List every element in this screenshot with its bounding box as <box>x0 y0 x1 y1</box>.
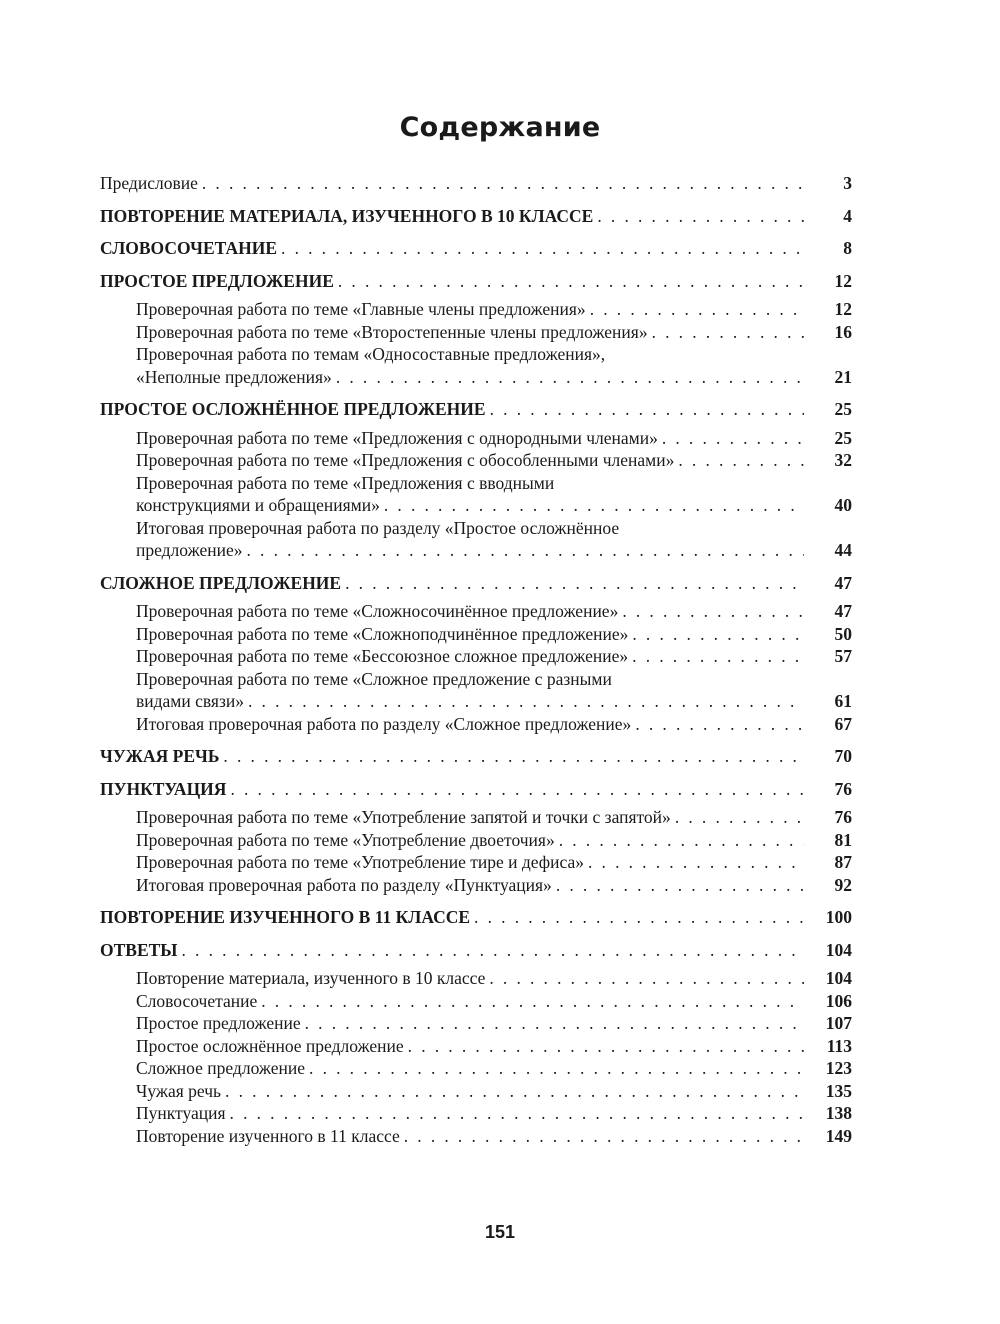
dot-leader <box>556 874 804 897</box>
toc-page-number: 12 <box>834 270 852 291</box>
toc-entry[interactable] <box>100 806 852 829</box>
toc-entry[interactable] <box>100 366 852 389</box>
toc-section[interactable] <box>100 745 852 768</box>
toc-section[interactable] <box>100 572 852 595</box>
dot-leader <box>675 806 804 829</box>
dot-leader <box>588 851 804 874</box>
toc-section[interactable] <box>100 398 852 421</box>
dot-leader <box>408 1035 804 1058</box>
dot-leader <box>225 1080 804 1103</box>
toc-entry[interactable] <box>100 494 852 517</box>
toc-page-number: 67 <box>834 713 852 734</box>
toc-entry[interactable] <box>100 713 852 736</box>
toc-entry-title: Проверочная работа по теме «Предложения с однородными членами» <box>136 427 658 448</box>
table-of-contents <box>100 172 852 1147</box>
dot-leader <box>345 572 804 595</box>
toc-page-number: 4 <box>843 205 852 226</box>
toc-entry[interactable] <box>100 1035 852 1058</box>
toc-page-number: 47 <box>834 572 852 593</box>
toc-page-number: 32 <box>834 450 852 470</box>
dot-leader <box>223 745 804 768</box>
toc-page-number: 61 <box>834 691 852 711</box>
dot-leader <box>404 1125 804 1148</box>
toc-entry[interactable] <box>100 623 852 646</box>
toc-entry[interactable] <box>100 449 852 472</box>
toc-entry-title: Проверочная работа по теме «Употребление тире и дефиса» <box>136 852 584 872</box>
dot-leader <box>678 449 804 472</box>
toc-entry-title: Пунктуация <box>136 1103 226 1123</box>
toc-entry[interactable] <box>100 1057 852 1080</box>
toc-entry-title: Проверочная работа по теме «Второстепенные члены предложения» <box>136 321 648 342</box>
toc-page-number: 44 <box>834 540 852 560</box>
toc-entry[interactable] <box>100 851 852 874</box>
toc-entry-title: Проверочная работа по теме «Предложения с обособленными членами» <box>136 450 675 470</box>
toc-entry-title: ПОВТОРЕНИЕ ИЗУЧЕННОГО В 11 КЛАССЕ <box>100 907 471 927</box>
toc-page-number: 106 <box>825 990 852 1011</box>
toc-entry[interactable] <box>100 967 852 990</box>
toc-entry-line: Проверочная работа по теме «Предложения с вводными <box>136 472 555 493</box>
dot-leader <box>248 690 804 713</box>
toc-section[interactable] <box>100 939 852 962</box>
toc-entry-title: Чужая речь <box>136 1080 222 1101</box>
toc-entry-line: Проверочная работа по темам «Односоставные предложения», <box>136 344 606 364</box>
toc-page-number: 92 <box>834 874 852 895</box>
dot-leader <box>590 298 804 321</box>
toc-page-number: 76 <box>834 778 852 799</box>
toc-entry-title: конструкциями и обращениями» <box>136 495 380 515</box>
toc-page-number: 50 <box>834 623 852 644</box>
toc-entry-title: Повторение материала, изученного в 10 классе <box>136 968 486 988</box>
toc-entry-title: ПОВТОРЕНИЕ МАТЕРИАЛА, ИЗУЧЕННОГО В 10 КЛАССЕ <box>100 205 594 226</box>
toc-entry-title: Проверочная работа по теме «Сложноподчинённое предложение» <box>136 623 629 644</box>
dot-leader <box>632 623 804 646</box>
dot-leader <box>281 237 804 260</box>
toc-entry-title: Проверочная работа по теме «Бессоюзное сложное предложение» <box>136 646 629 666</box>
toc-entry-title: СЛОЖНОЕ ПРЕДЛОЖЕНИЕ <box>100 572 342 593</box>
dot-leader <box>261 990 804 1013</box>
toc-entry-title: Повторение изученного в 11 классе <box>136 1125 400 1146</box>
dot-leader <box>384 494 804 517</box>
toc-entry-line: Итоговая проверочная работа по разделу «Простое осложнённое <box>136 517 620 538</box>
page-number: 151 <box>484 1222 516 1242</box>
page-title: Содержание <box>399 112 601 143</box>
toc-page-number: 87 <box>834 852 852 872</box>
toc-entry-title: ОТВЕТЫ <box>100 939 178 960</box>
toc-entry-title: Итоговая проверочная работа по разделу «Пунктуация» <box>136 874 552 895</box>
toc-section[interactable] <box>100 270 852 293</box>
dot-leader <box>622 600 804 623</box>
dot-leader <box>338 270 804 293</box>
toc-entry[interactable] <box>100 690 852 713</box>
toc-section[interactable] <box>100 172 852 195</box>
toc-page-number: 81 <box>834 829 852 850</box>
toc-entry-title: Предисловие <box>100 173 198 193</box>
toc-page-number: 57 <box>834 646 852 666</box>
dot-leader <box>230 1102 804 1125</box>
dot-leader <box>336 366 804 389</box>
toc-entry-title: ПУНКТУАЦИЯ <box>100 778 227 799</box>
dot-leader <box>559 829 804 852</box>
toc-entry-title: ПРОСТОЕ ПРЕДЛОЖЕНИЕ <box>100 270 334 291</box>
toc-entry[interactable] <box>100 321 852 344</box>
toc-page-number: 149 <box>825 1125 852 1146</box>
toc-entry[interactable] <box>100 1102 852 1125</box>
toc-entry[interactable] <box>100 645 852 668</box>
toc-page-number: 76 <box>834 807 852 827</box>
toc-page-number: 70 <box>834 746 852 766</box>
toc-entry-title: Проверочная работа по теме «Употребление двоеточия» <box>136 829 555 850</box>
toc-entry-title: Простое предложение <box>136 1013 301 1033</box>
toc-page-number: 47 <box>834 601 852 621</box>
toc-section[interactable] <box>100 906 852 929</box>
toc-page-number: 8 <box>843 238 852 258</box>
dot-leader <box>230 778 804 801</box>
dot-leader <box>635 713 804 736</box>
dot-leader <box>490 398 804 421</box>
toc-page-number: 104 <box>825 968 852 988</box>
toc-page-number: 25 <box>834 427 852 448</box>
toc-page-number: 100 <box>825 907 852 927</box>
toc-entry[interactable] <box>100 874 852 897</box>
dot-leader <box>202 172 804 195</box>
toc-entry[interactable] <box>100 539 852 562</box>
dot-leader <box>309 1057 804 1080</box>
toc-entry-title: видами связи» <box>136 691 244 711</box>
dot-leader <box>474 906 804 929</box>
dot-leader <box>597 205 804 228</box>
toc-section[interactable] <box>100 237 852 260</box>
toc-entry[interactable] <box>100 298 852 321</box>
dot-leader <box>662 427 804 450</box>
dot-leader <box>652 321 804 344</box>
toc-entry-title: СЛОВОСОЧЕТАНИЕ <box>100 238 278 258</box>
toc-entry-title: Итоговая проверочная работа по разделу «Сложное предложение» <box>136 713 632 734</box>
toc-page-number: 16 <box>834 321 852 342</box>
toc-entry[interactable] <box>100 1080 852 1103</box>
toc-entry-title: «Неполные предложения» <box>136 366 332 387</box>
toc-page-number: 12 <box>834 299 852 319</box>
toc-entry[interactable] <box>100 829 852 852</box>
dot-leader <box>305 1012 804 1035</box>
toc-entry-title: предложение» <box>136 540 243 560</box>
toc-entry[interactable] <box>100 600 852 623</box>
toc-entry-title: Проверочная работа по теме «Главные члены предложения» <box>136 299 586 319</box>
toc-page-number: 113 <box>826 1035 852 1056</box>
toc-entry-title: Простое осложнённое предложение <box>136 1035 404 1056</box>
toc-page-number: 135 <box>825 1080 852 1101</box>
dot-leader <box>246 539 804 562</box>
toc-page-number: 123 <box>825 1058 852 1078</box>
toc-entry-line: Проверочная работа по теме «Сложное предложение с разными <box>136 668 612 689</box>
toc-entry[interactable] <box>100 1125 852 1148</box>
toc-entry-title: Сложное предложение <box>136 1058 306 1078</box>
toc-page-number: 40 <box>834 495 852 515</box>
dot-leader <box>489 967 804 990</box>
toc-entry-title: Словосочетание <box>136 990 258 1011</box>
toc-entry-title: ЧУЖАЯ РЕЧЬ <box>100 746 220 766</box>
toc-page-number: 138 <box>825 1103 852 1123</box>
toc-section[interactable] <box>100 205 852 228</box>
toc-page-number: 25 <box>834 399 852 419</box>
toc-page-number: 107 <box>825 1013 852 1033</box>
toc-page-number: 21 <box>834 366 852 387</box>
dot-leader <box>182 939 805 962</box>
toc-entry-title: Проверочная работа по теме «Сложносочинённое предложение» <box>136 601 619 621</box>
toc-entry[interactable] <box>100 427 852 450</box>
toc-section[interactable] <box>100 778 852 801</box>
toc-entry-title: Проверочная работа по теме «Употребление запятой и точки с запятой» <box>136 807 671 827</box>
dot-leader <box>632 645 804 668</box>
toc-entry-title: ПРОСТОЕ ОСЛОЖНЁННОЕ ПРЕДЛОЖЕНИЕ <box>100 399 486 419</box>
toc-page-number: 3 <box>843 173 852 193</box>
toc-page-number: 104 <box>825 939 852 960</box>
toc-entry[interactable] <box>100 990 852 1013</box>
toc-entry[interactable] <box>100 1012 852 1035</box>
